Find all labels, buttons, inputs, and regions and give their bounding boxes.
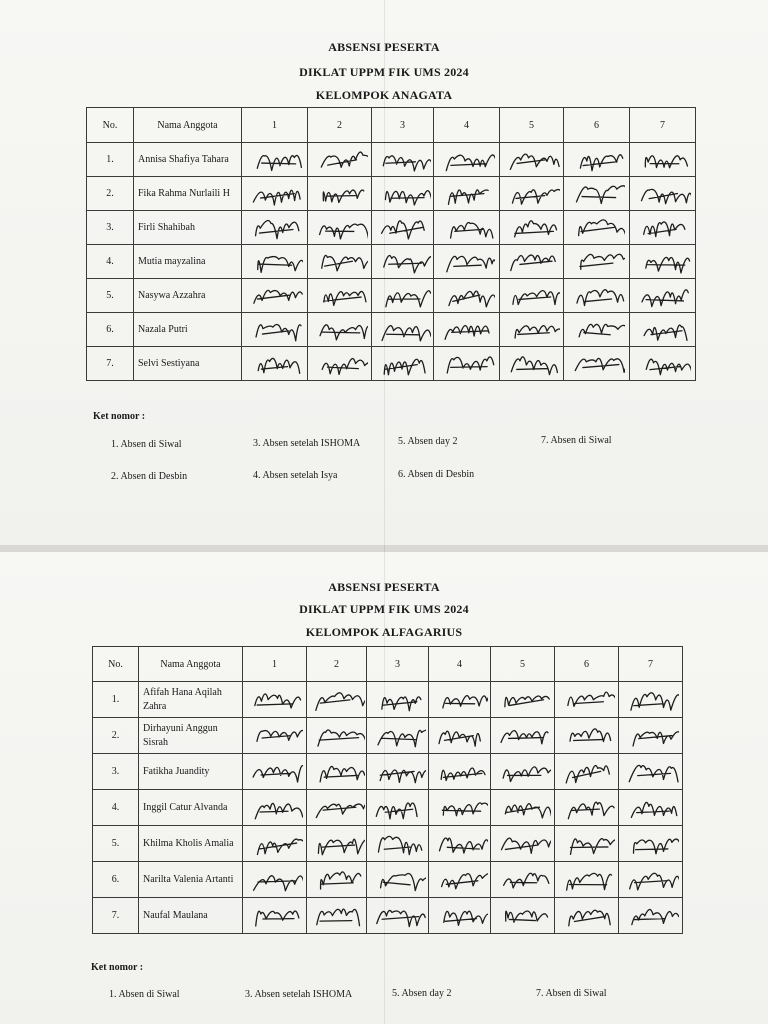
member-name: Nasywa Azzahra	[134, 279, 242, 313]
signature-mark	[635, 179, 691, 209]
signature-cell	[491, 682, 555, 718]
signature-mark	[569, 349, 625, 379]
signature-mark	[635, 247, 691, 277]
signature-cell	[308, 313, 372, 347]
header-session-3: 3	[372, 108, 434, 143]
row-number: 1.	[87, 143, 134, 177]
signature-mark	[375, 281, 431, 311]
signature-mark	[635, 145, 691, 175]
signature-mark	[375, 213, 431, 243]
signature-cell	[307, 862, 367, 898]
row-number: 5.	[87, 279, 134, 313]
signature-cell	[242, 211, 308, 245]
signature-cell	[372, 347, 434, 381]
signature-cell	[555, 898, 619, 934]
signature-cell	[372, 143, 434, 177]
attendance-table	[92, 646, 683, 934]
signature-cell	[367, 898, 429, 934]
table-row	[93, 898, 683, 934]
table-row	[93, 754, 683, 790]
attendance-table	[86, 107, 696, 381]
signature-mark	[370, 685, 426, 715]
member-name: Firli Shahibah	[134, 211, 242, 245]
signature-mark	[504, 213, 560, 243]
signature-mark	[247, 757, 303, 787]
row-number: 1.	[93, 682, 139, 718]
signature-cell	[491, 898, 555, 934]
signature-mark	[247, 179, 303, 209]
row-number: 3.	[87, 211, 134, 245]
signature-mark	[312, 281, 368, 311]
signature-cell	[308, 143, 372, 177]
table-row	[93, 790, 683, 826]
signature-mark	[504, 281, 560, 311]
row-number: 3.	[93, 754, 139, 790]
signature-cell	[308, 177, 372, 211]
header-session-2: 2	[308, 108, 372, 143]
legend-item-3: 3. Absen setelah ISHOMA	[253, 438, 361, 449]
signature-cell	[630, 279, 696, 313]
signature-cell	[243, 754, 307, 790]
member-name: Narilta Valenia Artanti	[139, 862, 243, 898]
signature-cell	[307, 790, 367, 826]
signature-cell	[434, 143, 500, 177]
signature-cell	[434, 347, 500, 381]
signature-cell	[242, 313, 308, 347]
signature-cell	[242, 245, 308, 279]
signature-cell	[564, 177, 630, 211]
signature-cell	[630, 245, 696, 279]
signature-cell	[619, 718, 683, 754]
signature-cell	[308, 347, 372, 381]
signature-mark	[309, 721, 365, 751]
header-session-3: 3	[367, 647, 429, 682]
table-header-row	[87, 108, 696, 143]
signature-cell	[491, 754, 555, 790]
signature-mark	[559, 865, 615, 895]
signature-cell	[619, 790, 683, 826]
signature-mark	[312, 145, 368, 175]
table-row	[87, 245, 696, 279]
signature-cell	[429, 862, 491, 898]
signature-cell	[564, 211, 630, 245]
header-session-5: 5	[491, 647, 555, 682]
signature-cell	[372, 177, 434, 211]
signature-cell	[307, 826, 367, 862]
signature-cell	[429, 718, 491, 754]
signature-mark	[375, 179, 431, 209]
row-number: 2.	[93, 718, 139, 754]
row-number: 2.	[87, 177, 134, 211]
signature-mark	[439, 213, 495, 243]
signature-mark	[504, 349, 560, 379]
signature-mark	[432, 829, 488, 859]
signature-mark	[569, 213, 625, 243]
header-session-2: 2	[307, 647, 367, 682]
signature-cell	[500, 177, 564, 211]
signature-mark	[247, 793, 303, 823]
signature-mark	[370, 865, 426, 895]
signature-cell	[491, 790, 555, 826]
signature-mark	[559, 829, 615, 859]
legend-item-5: 5. Absen day 2	[392, 988, 452, 999]
signature-mark	[375, 315, 431, 345]
signature-cell	[555, 682, 619, 718]
legend-item-7: 7. Absen di Siwal	[536, 988, 607, 999]
signature-cell	[619, 682, 683, 718]
header-no: No.	[93, 647, 139, 682]
signature-mark	[309, 685, 365, 715]
signature-mark	[312, 213, 368, 243]
signature-cell	[243, 898, 307, 934]
table-row	[87, 313, 696, 347]
signature-mark	[635, 349, 691, 379]
signature-cell	[564, 279, 630, 313]
table-row	[93, 862, 683, 898]
member-name: Inggil Catur Alvanda	[139, 790, 243, 826]
member-name: Fatikha Juandity	[139, 754, 243, 790]
signature-mark	[432, 757, 488, 787]
signature-mark	[375, 247, 431, 277]
signature-cell	[243, 862, 307, 898]
signature-mark	[623, 793, 679, 823]
table-row	[87, 279, 696, 313]
signature-cell	[491, 862, 555, 898]
signature-cell	[630, 143, 696, 177]
signature-mark	[504, 315, 560, 345]
signature-cell	[500, 211, 564, 245]
header-session-7: 7	[619, 647, 683, 682]
member-name: Naufal Maulana	[139, 898, 243, 934]
member-name: Dirhayuni Anggun Sisrah	[139, 718, 243, 754]
row-number: 5.	[93, 826, 139, 862]
signature-mark	[495, 685, 551, 715]
signature-cell	[434, 245, 500, 279]
signature-mark	[559, 721, 615, 751]
legend-item-3: 3. Absen setelah ISHOMA	[245, 989, 353, 1000]
signature-mark	[623, 757, 679, 787]
signature-mark	[309, 757, 365, 787]
legend-item-7: 7. Absen di Siwal	[541, 435, 612, 446]
legend-item-1: 1. Absen di Siwal	[109, 989, 180, 1000]
signature-cell	[372, 279, 434, 313]
signature-mark	[559, 901, 615, 931]
group-name: KELOMPOK ANAGATA	[315, 88, 453, 102]
signature-mark	[375, 349, 431, 379]
signature-mark	[495, 865, 551, 895]
header-no: No.	[87, 108, 134, 143]
signature-cell	[243, 790, 307, 826]
table-row	[87, 177, 696, 211]
signature-mark	[495, 721, 551, 751]
header-session-4: 4	[429, 647, 491, 682]
signature-cell	[242, 347, 308, 381]
signature-cell	[434, 177, 500, 211]
signature-mark	[439, 247, 495, 277]
signature-cell	[243, 826, 307, 862]
signature-mark	[312, 315, 368, 345]
signature-cell	[555, 826, 619, 862]
signature-cell	[619, 826, 683, 862]
signature-cell	[500, 279, 564, 313]
signature-mark	[504, 247, 560, 277]
signature-cell	[367, 682, 429, 718]
signature-mark	[569, 281, 625, 311]
member-name: Afifah Hana Aqilah Zahra	[139, 682, 243, 718]
signature-cell	[372, 211, 434, 245]
header-session-6: 6	[564, 108, 630, 143]
signature-cell	[367, 862, 429, 898]
signature-cell	[243, 718, 307, 754]
signature-mark	[569, 247, 625, 277]
signature-mark	[432, 793, 488, 823]
signature-cell	[429, 682, 491, 718]
signature-cell	[491, 718, 555, 754]
signature-mark	[247, 829, 303, 859]
legend-title: Ket nomor :	[93, 411, 146, 422]
row-number: 6.	[87, 313, 134, 347]
signature-mark	[559, 793, 615, 823]
signature-cell	[500, 347, 564, 381]
signature-cell	[429, 754, 491, 790]
signature-mark	[623, 685, 679, 715]
row-number: 7.	[93, 898, 139, 934]
row-number: 6.	[93, 862, 139, 898]
signature-mark	[495, 757, 551, 787]
signature-mark	[559, 685, 615, 715]
signature-mark	[569, 145, 625, 175]
sheet-title: ABSENSI PESERTA	[328, 40, 440, 54]
signature-mark	[504, 179, 560, 209]
signature-cell	[500, 143, 564, 177]
signature-mark	[309, 829, 365, 859]
header-session-1: 1	[242, 108, 308, 143]
signature-cell	[307, 754, 367, 790]
table-row	[87, 347, 696, 381]
signature-mark	[312, 247, 368, 277]
signature-cell	[630, 313, 696, 347]
signature-mark	[635, 281, 691, 311]
signature-mark	[439, 145, 495, 175]
header-session-7: 7	[630, 108, 696, 143]
table-row	[87, 211, 696, 245]
signature-cell	[564, 313, 630, 347]
legend-item-5: 5. Absen day 2	[398, 436, 458, 447]
signature-mark	[309, 865, 365, 895]
legend-item-2: 2. Absen di Desbin	[111, 471, 188, 482]
signature-mark	[635, 315, 691, 345]
table-row	[93, 682, 683, 718]
signature-cell	[555, 790, 619, 826]
signature-cell	[500, 245, 564, 279]
signature-mark	[559, 757, 615, 787]
signature-cell	[307, 682, 367, 718]
signature-cell	[242, 177, 308, 211]
member-name: Annisa Shafiya Tahara	[134, 143, 242, 177]
signature-cell	[434, 279, 500, 313]
signature-cell	[308, 279, 372, 313]
signature-mark	[247, 349, 303, 379]
signature-cell	[372, 313, 434, 347]
signature-mark	[439, 315, 495, 345]
table-header-row	[93, 647, 683, 682]
signature-mark	[623, 901, 679, 931]
paper-fold-line	[384, 0, 385, 1024]
header-session-6: 6	[555, 647, 619, 682]
signature-cell	[619, 862, 683, 898]
header-session-1: 1	[243, 647, 307, 682]
signature-mark	[569, 315, 625, 345]
member-name: Khilma Kholis Amalia	[139, 826, 243, 862]
signature-mark	[247, 865, 303, 895]
signature-mark	[247, 281, 303, 311]
signature-mark	[432, 685, 488, 715]
signature-mark	[370, 721, 426, 751]
signature-cell	[630, 177, 696, 211]
signature-mark	[623, 829, 679, 859]
table-row	[93, 826, 683, 862]
signature-cell	[372, 245, 434, 279]
signature-cell	[619, 754, 683, 790]
signature-mark	[439, 349, 495, 379]
signature-mark	[247, 213, 303, 243]
signature-cell	[242, 279, 308, 313]
signature-cell	[308, 211, 372, 245]
signature-mark	[432, 901, 488, 931]
sheet-subtitle: DIKLAT UPPM FIK UMS 2024	[299, 65, 469, 79]
signature-mark	[370, 829, 426, 859]
member-name: Fika Rahma Nurlaili H	[134, 177, 242, 211]
signature-mark	[375, 145, 431, 175]
signature-mark	[247, 247, 303, 277]
signature-cell	[555, 754, 619, 790]
row-number: 7.	[87, 347, 134, 381]
signature-cell	[564, 143, 630, 177]
signature-cell	[619, 898, 683, 934]
signature-cell	[564, 347, 630, 381]
member-name: Nazala Putri	[134, 313, 242, 347]
header-session-4: 4	[434, 108, 500, 143]
signature-cell	[630, 211, 696, 245]
legend-title: Ket nomor :	[91, 962, 144, 973]
signature-mark	[370, 901, 426, 931]
signature-cell	[555, 718, 619, 754]
signature-mark	[247, 721, 303, 751]
member-name: Selvi Sestiyana	[134, 347, 242, 381]
signature-cell	[308, 245, 372, 279]
sheet-title: ABSENSI PESERTA	[328, 580, 440, 594]
signature-cell	[630, 347, 696, 381]
signature-mark	[312, 179, 368, 209]
signature-mark	[247, 685, 303, 715]
signature-mark	[495, 793, 551, 823]
signature-mark	[623, 721, 679, 751]
group-name: KELOMPOK ALFAGARIUS	[305, 625, 463, 639]
table-row	[87, 143, 696, 177]
signature-cell	[434, 313, 500, 347]
signature-mark	[432, 721, 488, 751]
signature-mark	[312, 349, 368, 379]
signature-mark	[309, 793, 365, 823]
signature-cell	[367, 790, 429, 826]
signature-mark	[439, 281, 495, 311]
signature-mark	[495, 901, 551, 931]
signature-cell	[491, 826, 555, 862]
signature-cell	[564, 245, 630, 279]
signature-mark	[635, 213, 691, 243]
signature-cell	[243, 682, 307, 718]
row-number: 4.	[93, 790, 139, 826]
signature-mark	[370, 757, 426, 787]
table-row	[93, 718, 683, 754]
legend-item-4: 4. Absen setelah Isya	[253, 470, 338, 481]
header-name: Nama Anggota	[134, 108, 242, 143]
signature-cell	[367, 826, 429, 862]
signature-cell	[429, 826, 491, 862]
signature-cell	[555, 862, 619, 898]
signature-mark	[247, 145, 303, 175]
signature-mark	[504, 145, 560, 175]
signature-cell	[434, 211, 500, 245]
signature-mark	[370, 793, 426, 823]
signature-cell	[500, 313, 564, 347]
signature-mark	[309, 901, 365, 931]
signature-cell	[429, 898, 491, 934]
row-number: 4.	[87, 245, 134, 279]
legend-item-6: 6. Absen di Desbin	[398, 469, 475, 480]
signature-mark	[623, 865, 679, 895]
signature-cell	[367, 718, 429, 754]
signature-cell	[367, 754, 429, 790]
signature-mark	[247, 315, 303, 345]
legend-item-1: 1. Absen di Siwal	[111, 439, 182, 450]
signature-cell	[307, 898, 367, 934]
member-name: Mutia mayzalina	[134, 245, 242, 279]
signature-mark	[495, 829, 551, 859]
sheet-subtitle: DIKLAT UPPM FIK UMS 2024	[299, 602, 469, 616]
signature-cell	[429, 790, 491, 826]
signature-cell	[242, 143, 308, 177]
signature-cell	[307, 718, 367, 754]
header-name: Nama Anggota	[139, 647, 243, 682]
signature-mark	[247, 901, 303, 931]
signature-mark	[432, 865, 488, 895]
header-session-5: 5	[500, 108, 564, 143]
signature-mark	[569, 179, 625, 209]
signature-mark	[439, 179, 495, 209]
